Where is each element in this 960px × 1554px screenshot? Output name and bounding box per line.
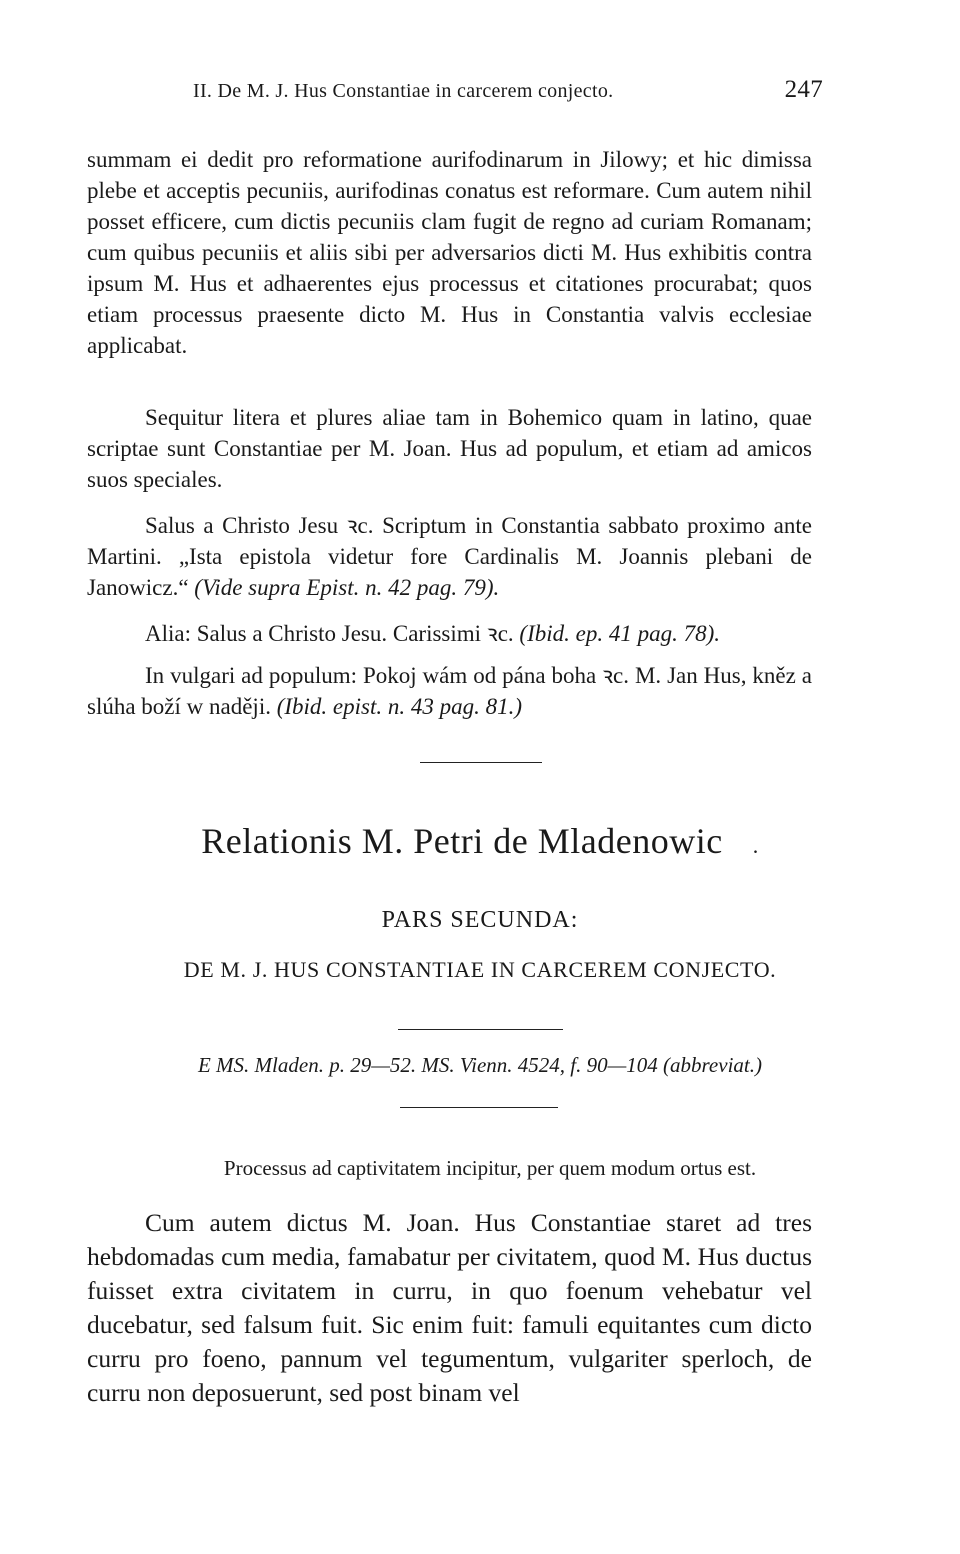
paragraph-1: summam ei dedit pro reformatione aurifodinarum in Jilowy; et hic dimissa plebe et acceptis pecuniis, aurifodinas conatus est reformare. Cum autem nihil posset efficere, cum dictis pecuniis clam fugit de regno ad curiam Romanam; cum quibus pecuniis et aliis sibi per adversarios dicti M. Hus exhibitis contra ipsum M. Hus et adhaerentes ejus processus et citationes procurabat; quos etiam processus praesente dicto M. Hus in Constantia valvis ecclesiae applicabat. bbox=[87, 147, 812, 358]
paragraph-5-text: In vulgari ad populum: Pokoj wám od pána boha ꝛc. M. Jan Hus, kněz a slúha boží w naději. bbox=[87, 663, 812, 719]
running-head bbox=[193, 76, 823, 110]
paragraph-3 bbox=[87, 510, 812, 603]
paragraph-4-text: Alia: Salus a Christo Jesu. Carissimi ꝛc. bbox=[145, 621, 520, 646]
page-number: 247 bbox=[784, 76, 823, 103]
running-head-title: II. De M. J. Hus Constantiae in carcerem conjecto. bbox=[193, 80, 614, 102]
chapter-heading: Processus ad captivitatem incipitur, per quem modum ortus est. bbox=[223, 1156, 757, 1180]
paragraph-3-text: Salus a Christo Jesu ꝛc. Scriptum in Constantia sabbato proximo ante Martini. „Ista epistola videtur fore Cardinalis M. Joannis plebani de Janowicz.“ bbox=[87, 513, 812, 600]
section-title-text: Relationis M. Petri de Mladenowic bbox=[201, 821, 723, 861]
divider-rule bbox=[398, 1029, 563, 1030]
paragraph-4-reference: (Ibid. ep. 41 pag. 78). bbox=[519, 621, 720, 646]
divider-rule bbox=[420, 762, 542, 763]
part-subtitle: DE M. J. HUS CONSTANTIAE IN CARCEREM CONJECTO. bbox=[183, 957, 777, 982]
source-citation: E MS. Mladen. p. 29—52. MS. Vienn. 4524, f. 90—104 (abbreviat.) bbox=[197, 1053, 762, 1077]
opening-paragraph: Cum autem dictus M. Joan. Hus Constantiae staret ad tres hebdomadas cum media, famabatur per civitatem, quod M. Hus ductus fuisset extra civitatem in curru, in quo foenum vehebatur vel ducebatur, sed falsum fuit. Sic enim fuit: famuli equitantes cum dicto curru pro foeno, pannum vel tegumentum, vulgariter sperloch, de curru non deposuerunt, sed post binam vel bbox=[87, 1208, 812, 1407]
section-title bbox=[0, 820, 960, 862]
paragraph-5-reference: (Ibid. epist. n. 43 pag. 81.) bbox=[276, 694, 523, 719]
section-title-mark: . bbox=[752, 833, 759, 858]
paragraph-3-reference: (Vide supra Epist. n. 42 pag. 79). bbox=[194, 575, 500, 600]
paragraph-5 bbox=[87, 660, 812, 722]
paragraph-4 bbox=[87, 618, 812, 649]
paragraph-2: Sequitur litera et plures aliae tam in Bohemico quam in latino, quae scriptae sunt Constantiae per M. Joan. Hus ad populum, et etiam ad amicos suos speciales. bbox=[87, 405, 812, 492]
divider-rule bbox=[400, 1107, 558, 1108]
part-label: PARS SECUNDA: bbox=[381, 907, 579, 933]
